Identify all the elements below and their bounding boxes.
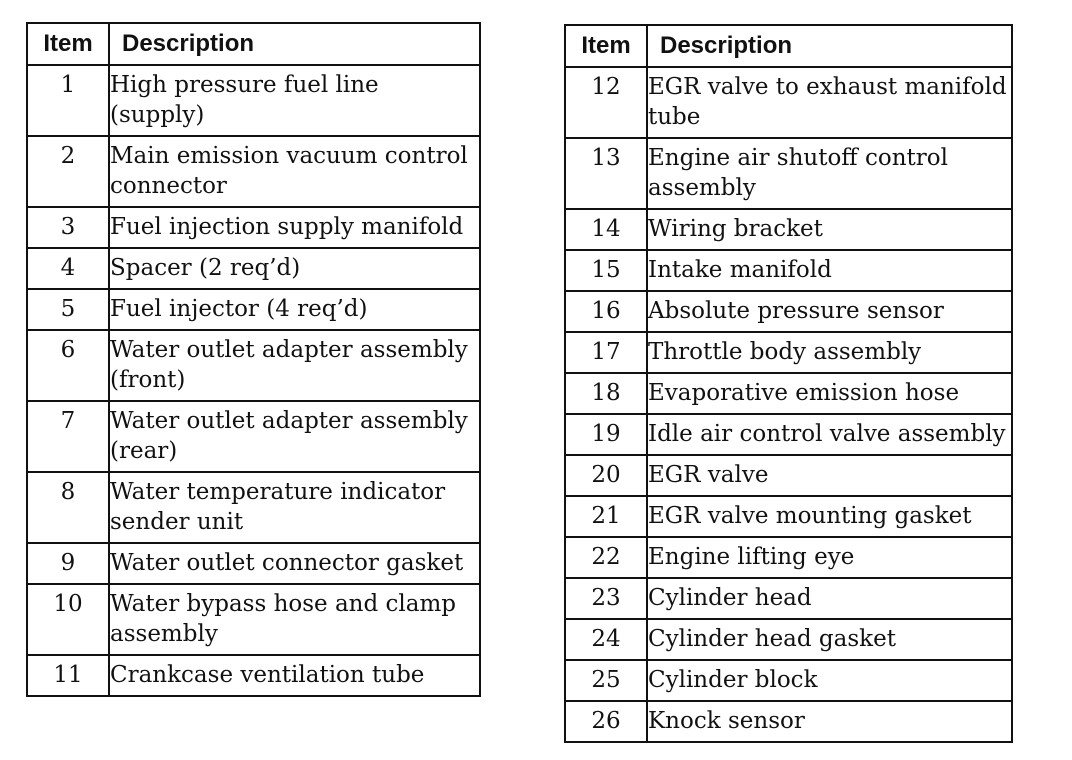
table-row [27,136,480,207]
item-number: 10 [27,584,109,655]
table-row [565,138,1012,209]
item-number: 12 [565,67,647,138]
item-description: Fuel injection supply manifold [109,207,480,248]
item-description: Cylinder head gasket [647,619,1012,660]
table-header-row [565,25,1012,67]
item-number: 9 [27,543,109,584]
item-description: Water outlet connector gasket [109,543,480,584]
table-row [27,584,480,655]
item-number: 23 [565,578,647,619]
item-description: EGR valve to exhaust manifold tube [647,67,1012,138]
item-number: 2 [27,136,109,207]
item-description: Water outlet adapter assembly (rear) [109,401,480,472]
item-number: 11 [27,655,109,696]
item-number: 5 [27,289,109,330]
table-row [565,209,1012,250]
table-row [27,330,480,401]
item-number: 13 [565,138,647,209]
table-row [565,537,1012,578]
column-header-description: Description [109,23,480,65]
item-description: Absolute pressure sensor [647,291,1012,332]
item-number: 16 [565,291,647,332]
table-row [565,332,1012,373]
item-description: Cylinder head [647,578,1012,619]
table-row [27,543,480,584]
item-number: 21 [565,496,647,537]
item-description: High pressure fuel line (supply) [109,65,480,136]
table-row [27,207,480,248]
item-number: 24 [565,619,647,660]
item-number: 4 [27,248,109,289]
table-row [565,619,1012,660]
item-description: Wiring bracket [647,209,1012,250]
table-row [27,401,480,472]
item-number: 6 [27,330,109,401]
table-row [27,65,480,136]
table-row [565,373,1012,414]
table-row [27,248,480,289]
item-number: 20 [565,455,647,496]
item-number: 15 [565,250,647,291]
item-number: 14 [565,209,647,250]
table-row [565,660,1012,701]
table-row [565,578,1012,619]
column-header-item: Item [565,25,647,67]
table-row [27,289,480,330]
item-number: 18 [565,373,647,414]
item-number: 26 [565,701,647,742]
table-row [27,472,480,543]
item-description: Engine air shutoff control assembly [647,138,1012,209]
item-description: Knock sensor [647,701,1012,742]
item-description: Engine lifting eye [647,537,1012,578]
table-header-row [27,23,480,65]
item-description: Water bypass hose and clamp assembly [109,584,480,655]
item-description: Spacer (2 req’d) [109,248,480,289]
table-row [565,496,1012,537]
item-description: EGR valve mounting gasket [647,496,1012,537]
item-description: EGR valve [647,455,1012,496]
item-description: Main emission vacuum control connector [109,136,480,207]
table-row [565,455,1012,496]
column-header-item: Item [27,23,109,65]
item-number: 8 [27,472,109,543]
table-row [565,250,1012,291]
item-number: 22 [565,537,647,578]
item-description: Water temperature indicator sender unit [109,472,480,543]
table-row [565,701,1012,742]
item-description: Evaporative emission hose [647,373,1012,414]
table-row [565,67,1012,138]
table-row [565,414,1012,455]
item-description: Throttle body assembly [647,332,1012,373]
item-description: Crankcase ventilation tube [109,655,480,696]
table-row [27,655,480,696]
item-number: 3 [27,207,109,248]
item-number: 1 [27,65,109,136]
table-row [565,291,1012,332]
item-number: 7 [27,401,109,472]
parts-table-left [26,22,481,697]
item-description: Water outlet adapter assembly (front) [109,330,480,401]
item-description: Intake manifold [647,250,1012,291]
item-description: Cylinder block [647,660,1012,701]
item-description: Idle air control valve assembly [647,414,1012,455]
item-number: 19 [565,414,647,455]
item-number: 17 [565,332,647,373]
item-description: Fuel injector (4 req’d) [109,289,480,330]
parts-table-right [564,24,1013,743]
column-header-description: Description [647,25,1012,67]
item-number: 25 [565,660,647,701]
